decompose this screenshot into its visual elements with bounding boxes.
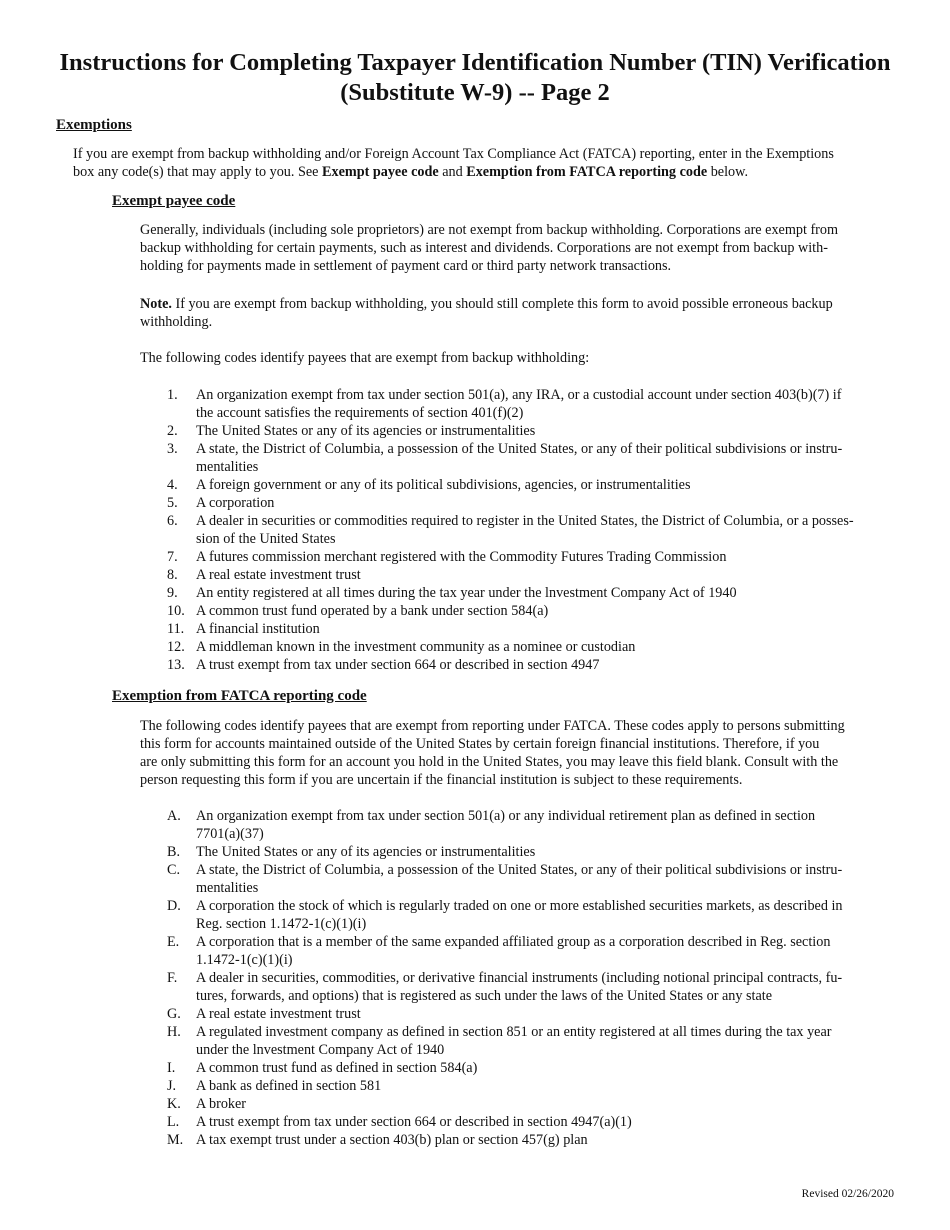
exemptions-intro-line-1: If you are exempt from backup withholding and/or Foreign Account Tax Compliance Act (FATCA) reporting, enter in the Exemptions	[73, 146, 834, 162]
codes-intro: The following codes identify payees that are exempt from backup withholding:	[140, 350, 590, 366]
exempt-payee-code-item	[140, 512, 854, 548]
fatca-code-list	[140, 807, 843, 1149]
exempt-payee-code-marker: 8.	[167, 567, 178, 583]
exempt-payee-code-item	[140, 566, 854, 584]
fatca-code-text: 1.1472-1(c)(1)(i)	[196, 952, 293, 968]
fatca-code-marker: F.	[167, 970, 178, 986]
paragraph-line: holding for payments made in settlement of payment card or third party network transactions.	[140, 258, 672, 274]
fatca-code-marker: I.	[167, 1060, 176, 1076]
fatca-code-reference: Exemption from FATCA reporting code	[466, 164, 708, 180]
paragraph-line: backup withholding for certain payments, such as interest and dividends. Corporations are not exempt from backup with-	[140, 240, 828, 256]
fatca-code-marker: B.	[167, 844, 181, 860]
exempt-payee-code-text: A futures commission merchant registered with the Commodity Futures Trading Commission	[196, 549, 727, 565]
exempt-payee-code-list	[140, 386, 854, 674]
exempt-payee-code-text: A financial institution	[196, 621, 320, 637]
fatca-code-item	[140, 1113, 843, 1131]
fatca-heading: Exemption from FATCA reporting code	[112, 688, 367, 704]
fatca-code-text: A dealer in securities, commodities, or derivative financial instruments (including notional principal contracts, fu-	[196, 970, 843, 986]
fatca-code-text: A common trust fund as defined in section 584(a)	[196, 1060, 478, 1076]
fatca-code-text: A regulated investment company as defined in section 851 or an entity registered at all times during the tax year	[196, 1024, 832, 1040]
exempt-payee-code-item	[140, 638, 854, 656]
fatca-code-item	[140, 1059, 843, 1077]
fatca-code-text: mentalities	[196, 880, 259, 896]
note-paragraph	[140, 295, 833, 331]
paragraph-line: this form for accounts maintained outside of the United States by certain foreign financial institutions. Therefore, if you	[140, 736, 820, 752]
exempt-payee-code-item	[140, 620, 854, 638]
exempt-payee-code-text: A common trust fund operated by a bank under section 584(a)	[196, 603, 549, 619]
fatca-code-marker: A.	[167, 808, 181, 824]
exempt-payee-code-text: A corporation	[196, 495, 275, 511]
note-line-1	[140, 295, 833, 313]
fatca-code-text: A real estate investment trust	[196, 1006, 361, 1022]
exempt-payee-code-marker: 6.	[167, 513, 178, 529]
exempt-payee-code-marker: 2.	[167, 423, 178, 439]
exempt-payee-code-item	[140, 656, 854, 674]
intro-text: box any code(s) that may apply to you. See	[73, 164, 323, 180]
fatca-code-item	[140, 807, 843, 843]
revised-date: Revised 02/26/2020	[801, 1188, 894, 1200]
fatca-code-text: The United States or any of its agencies or instrumentalities	[196, 844, 536, 860]
exempt-payee-code-text: A state, the District of Columbia, a possession of the United States, or any of their political subdivisions or instru-	[196, 441, 843, 457]
exempt-payee-code-marker: 12.	[167, 639, 185, 655]
note-label: Note.	[140, 296, 172, 312]
exempt-payee-code-marker: 4.	[167, 477, 178, 493]
exempt-payee-code-marker: 1.	[167, 387, 178, 403]
fatca-code-marker: G.	[167, 1006, 181, 1022]
exempt-payee-code-marker: 7.	[167, 549, 178, 565]
page-title-line-2: (Substitute W-9) -- Page 2	[340, 79, 610, 106]
exempt-payee-heading: Exempt payee code	[112, 193, 236, 209]
exempt-payee-code-text: An organization exempt from tax under section 501(a), any IRA, or a custodial account under section 403(b)(7) if	[196, 387, 842, 403]
fatca-code-marker: E.	[167, 934, 180, 950]
fatca-code-text: A corporation the stock of which is regularly traded on one or more established securities markets, as described in	[196, 898, 843, 914]
exempt-payee-code-marker: 3.	[167, 441, 178, 457]
fatca-code-marker: K.	[167, 1096, 181, 1112]
exempt-payee-code-item	[140, 602, 854, 620]
fatca-code-marker: H.	[167, 1024, 181, 1040]
exempt-payee-code-item	[140, 440, 854, 476]
exemptions-heading: Exemptions	[56, 117, 132, 133]
exempt-payee-code-marker: 5.	[167, 495, 178, 511]
fatca-code-text: tures, forwards, and options) that is registered as such under the laws of the United States or any state	[196, 988, 773, 1004]
exempt-payee-code-item	[140, 422, 854, 440]
fatca-code-text: An organization exempt from tax under section 501(a) or any individual retirement plan as defined in section	[196, 808, 816, 824]
intro-text: below.	[707, 164, 748, 180]
exempt-payee-code-text: A real estate investment trust	[196, 567, 361, 583]
fatca-code-marker: L.	[167, 1114, 180, 1130]
exempt-payee-code-item	[140, 548, 854, 566]
intro-text: and	[438, 164, 467, 180]
exempt-payee-code-marker: 10.	[167, 603, 185, 619]
exempt-payee-code-text: A foreign government or any of its political subdivisions, agencies, or instrumentalities	[196, 477, 691, 493]
fatca-code-text: A trust exempt from tax under section 664 or described in section 4947(a)(1)	[196, 1114, 632, 1130]
exempt-payee-code-item	[140, 584, 854, 602]
fatca-code-text: under the lnvestment Company Act of 1940	[196, 1042, 445, 1058]
exempt-payee-code-text: sion of the United States	[196, 531, 336, 547]
exempt-payee-code-marker: 11.	[167, 621, 185, 637]
fatca-code-text: A corporation that is a member of the same expanded affiliated group as a corporation described in Reg. section	[196, 934, 831, 950]
fatca-code-text: A bank as defined in section 581	[196, 1078, 382, 1094]
exemptions-intro	[73, 145, 834, 181]
note-line-2: withholding.	[140, 314, 213, 330]
exempt-payee-code-text: A dealer in securities or commodities required to register in the United States, the District of Columbia, or a posses-	[196, 513, 854, 529]
page-title-line-1: Instructions for Completing Taxpayer Identification Number (TIN) Verification	[59, 49, 891, 76]
fatca-code-item	[140, 843, 843, 861]
fatca-code-item	[140, 897, 843, 933]
exempt-payee-code-item	[140, 494, 854, 512]
exempt-payee-code-text: A trust exempt from tax under section 664 or described in section 4947	[196, 657, 600, 673]
exempt-payee-code-marker: 13.	[167, 657, 185, 673]
note-text: If you are exempt from backup withholding, you should still complete this form to avoid possible erroneous backup	[171, 296, 833, 312]
fatca-code-text: A state, the District of Columbia, a possession of the United States, or any of their political subdivisions or instru-	[196, 862, 843, 878]
exempt-payee-paragraph	[140, 221, 838, 275]
fatca-code-item	[140, 861, 843, 897]
fatca-code-marker: D.	[167, 898, 181, 914]
fatca-code-marker: C.	[167, 862, 181, 878]
paragraph-line: Generally, individuals (including sole proprietors) are not exempt from backup withholding. Corporations are exempt from	[140, 222, 839, 238]
exempt-payee-code-text: mentalities	[196, 459, 259, 475]
fatca-code-text: 7701(a)(37)	[196, 826, 264, 842]
exempt-payee-code-item	[140, 476, 854, 494]
exempt-payee-code-text: A middleman known in the investment community as a nominee or custodian	[196, 639, 636, 655]
exempt-payee-code-item	[140, 386, 854, 422]
fatca-code-text: Reg. section 1.1472-1(c)(1)(i)	[196, 916, 367, 932]
paragraph-line: The following codes identify payees that are exempt from reporting under FATCA. These codes apply to persons submitting	[140, 718, 845, 734]
fatca-code-item	[140, 1023, 843, 1059]
fatca-code-item	[140, 1077, 843, 1095]
paragraph-line: person requesting this form if you are uncertain if the financial institution is subject to these requirements.	[140, 772, 743, 788]
exempt-payee-code-marker: 9.	[167, 585, 178, 601]
fatca-code-item	[140, 1005, 843, 1023]
fatca-paragraph	[140, 717, 845, 789]
exempt-payee-code-text: the account satisfies the requirements of section 401(f)(2)	[196, 405, 524, 421]
page-title	[40, 48, 910, 108]
fatca-code-item	[140, 969, 843, 1005]
exempt-payee-code-text: The United States or any of its agencies or instrumentalities	[196, 423, 536, 439]
exemptions-intro-line-2	[73, 163, 834, 181]
fatca-code-item	[140, 1131, 843, 1149]
fatca-code-text: A tax exempt trust under a section 403(b) plan or section 457(g) plan	[196, 1132, 588, 1148]
fatca-code-marker: M.	[167, 1132, 184, 1148]
fatca-code-marker: J.	[167, 1078, 177, 1094]
fatca-code-item	[140, 933, 843, 969]
fatca-code-item	[140, 1095, 843, 1113]
paragraph-line: are only submitting this form for an account you hold in the United States, you may leave this field blank. Consult with the	[140, 754, 839, 770]
fatca-code-text: A broker	[196, 1096, 247, 1112]
exempt-payee-code-reference: Exempt payee code	[322, 164, 439, 180]
exempt-payee-code-text: An entity registered at all times during the tax year under the lnvestment Company Act of 1940	[196, 585, 737, 601]
